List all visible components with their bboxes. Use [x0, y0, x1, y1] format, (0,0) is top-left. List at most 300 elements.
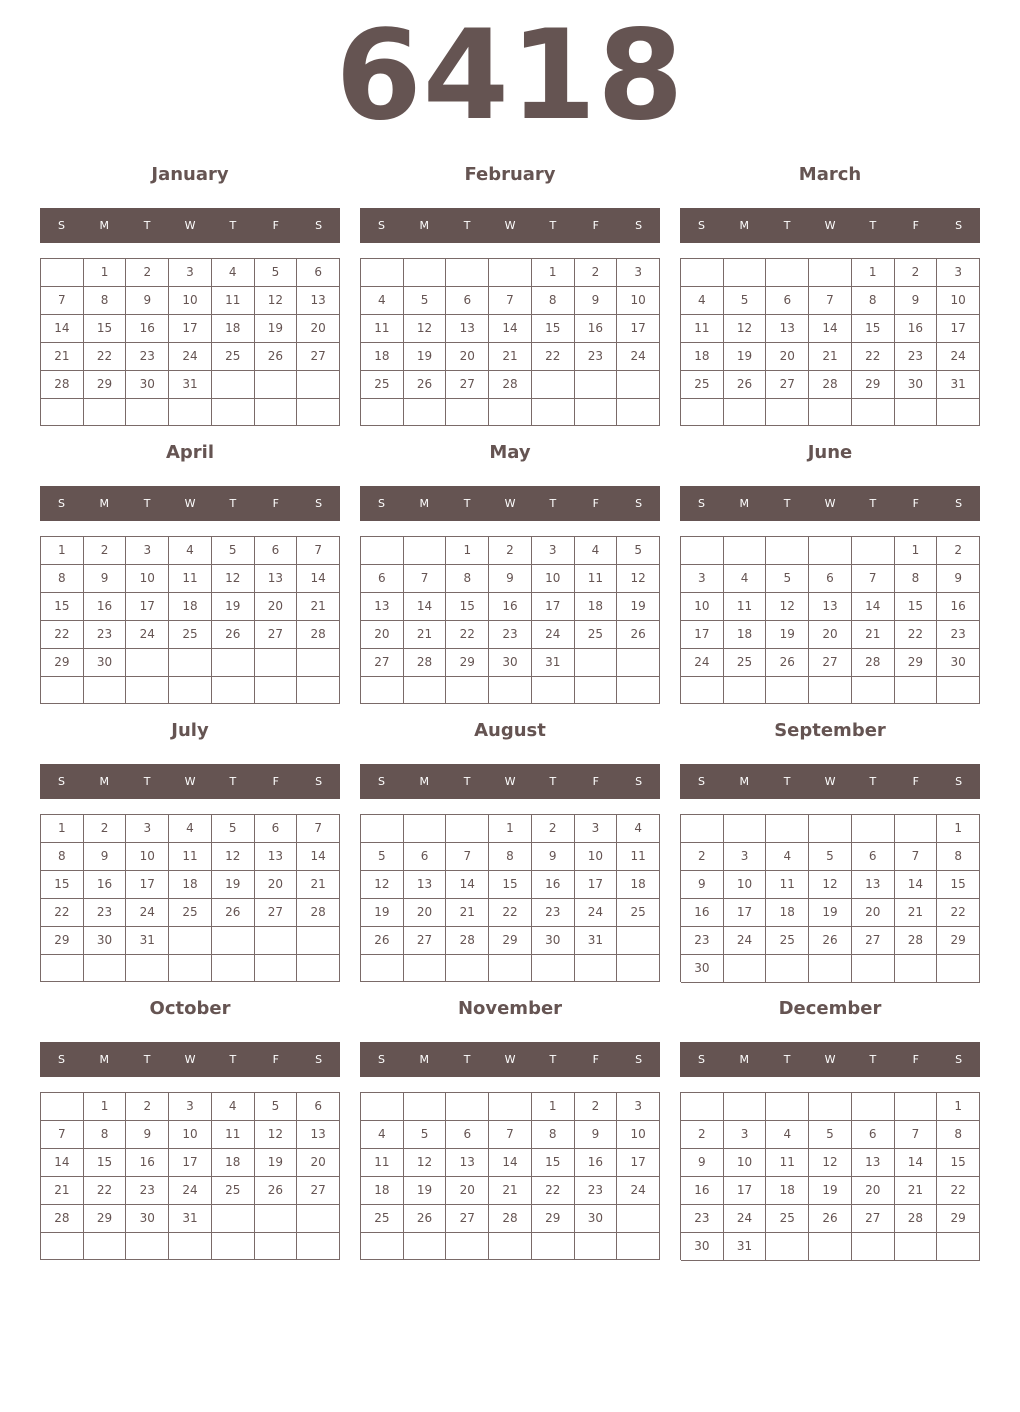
month-name: January	[151, 164, 229, 185]
day-cell: 27	[446, 1205, 489, 1233]
empty-day-cell	[532, 955, 575, 982]
day-cell: 20	[766, 343, 809, 371]
weekday-header	[680, 1042, 980, 1077]
empty-day-cell	[852, 1233, 895, 1261]
empty-day-cell	[446, 677, 489, 704]
day-cell: 27	[766, 371, 809, 399]
day-cell: 23	[84, 621, 127, 649]
empty-day-cell	[489, 955, 532, 982]
day-cell: 5	[809, 843, 852, 871]
empty-day-cell	[255, 1205, 298, 1233]
empty-day-cell	[809, 677, 852, 704]
day-cell: 25	[575, 621, 618, 649]
day-cell: 12	[255, 1121, 298, 1149]
day-cell: 3	[724, 843, 767, 871]
empty-day-cell	[212, 649, 255, 677]
day-cell: 29	[41, 927, 84, 955]
day-cell: 4	[681, 287, 724, 315]
day-cell: 5	[809, 1121, 852, 1149]
day-cell: 19	[361, 899, 404, 927]
day-cell: 7	[489, 287, 532, 315]
weekday-label: T	[549, 497, 557, 510]
empty-day-cell	[126, 677, 169, 704]
weekday-label: F	[272, 497, 279, 510]
empty-day-cell	[617, 677, 660, 704]
day-cell: 19	[617, 593, 660, 621]
day-cell: 6	[361, 565, 404, 593]
empty-day-cell	[617, 955, 660, 982]
weekday-label: S	[635, 497, 643, 510]
day-cell: 13	[766, 315, 809, 343]
day-cell: 31	[169, 1205, 212, 1233]
day-cell: 6	[766, 287, 809, 315]
day-cell: 22	[489, 899, 532, 927]
day-cell: 21	[489, 1177, 532, 1205]
weekday-label: M	[99, 219, 110, 232]
day-cell: 25	[766, 927, 809, 955]
empty-day-cell	[41, 1233, 84, 1260]
day-cell: 5	[724, 287, 767, 315]
empty-day-cell	[766, 399, 809, 426]
day-cell: 28	[297, 899, 340, 927]
weekday-label: F	[912, 219, 919, 232]
day-cell: 23	[126, 343, 169, 371]
empty-day-cell	[575, 1233, 618, 1260]
empty-day-cell	[84, 1233, 127, 1260]
day-cell: 19	[404, 343, 447, 371]
weekday-label: S	[315, 219, 323, 232]
day-cell: 2	[126, 259, 169, 287]
day-cell: 5	[255, 259, 298, 287]
day-cell: 25	[169, 621, 212, 649]
day-cell: 21	[895, 899, 938, 927]
empty-day-cell	[297, 927, 340, 955]
empty-day-cell	[404, 1093, 447, 1121]
day-cell: 5	[766, 565, 809, 593]
weekday-label: T	[869, 219, 877, 232]
empty-day-cell	[724, 537, 767, 565]
day-cell: 23	[575, 343, 618, 371]
empty-day-cell	[41, 399, 84, 426]
day-cell: 24	[724, 927, 767, 955]
empty-day-cell	[41, 1093, 84, 1121]
day-cell: 28	[297, 621, 340, 649]
empty-day-cell	[169, 677, 212, 704]
day-cell: 1	[446, 537, 489, 565]
day-cell: 5	[361, 843, 404, 871]
day-cell: 4	[766, 1121, 809, 1149]
day-cell: 7	[852, 565, 895, 593]
day-cell: 7	[489, 1121, 532, 1149]
day-cell: 12	[212, 565, 255, 593]
day-cell: 3	[937, 259, 980, 287]
day-cell: 17	[937, 315, 980, 343]
day-cell: 11	[212, 287, 255, 315]
day-cell: 23	[575, 1177, 618, 1205]
day-cell: 5	[212, 537, 255, 565]
empty-day-cell	[297, 371, 340, 399]
empty-day-cell	[255, 371, 298, 399]
day-cell: 6	[297, 1093, 340, 1121]
day-cell: 19	[724, 343, 767, 371]
empty-day-cell	[169, 927, 212, 955]
day-cell: 17	[724, 899, 767, 927]
empty-day-cell	[681, 537, 724, 565]
day-cell: 2	[489, 537, 532, 565]
day-cell: 14	[809, 315, 852, 343]
weekday-label: T	[549, 219, 557, 232]
day-cell: 15	[937, 871, 980, 899]
day-cell: 2	[681, 1121, 724, 1149]
empty-day-cell	[895, 1233, 938, 1261]
day-cell: 18	[212, 1149, 255, 1177]
weekday-label: S	[377, 775, 385, 788]
day-cell: 17	[169, 315, 212, 343]
weekday-label: M	[419, 775, 430, 788]
weekday-label: S	[697, 497, 705, 510]
month-name: December	[778, 998, 882, 1019]
day-cell: 29	[41, 649, 84, 677]
month-name: February	[464, 164, 556, 185]
empty-day-cell	[766, 1093, 809, 1121]
weekday-label: S	[635, 775, 643, 788]
empty-day-cell	[489, 259, 532, 287]
day-cell: 2	[937, 537, 980, 565]
day-cell: 23	[937, 621, 980, 649]
day-cell: 5	[212, 815, 255, 843]
day-cell: 14	[404, 593, 447, 621]
empty-day-cell	[681, 815, 724, 843]
empty-day-cell	[809, 1233, 852, 1261]
day-cell: 23	[84, 899, 127, 927]
weekday-label: S	[955, 1053, 963, 1066]
day-cell: 9	[126, 1121, 169, 1149]
empty-day-cell	[532, 1233, 575, 1260]
day-cell: 21	[852, 621, 895, 649]
empty-day-cell	[212, 955, 255, 982]
day-cell: 11	[361, 1149, 404, 1177]
day-cell: 3	[126, 815, 169, 843]
weekday-label: T	[549, 775, 557, 788]
day-cell: 18	[575, 593, 618, 621]
empty-day-cell	[895, 815, 938, 843]
empty-day-cell	[617, 1205, 660, 1233]
empty-day-cell	[766, 677, 809, 704]
day-cell: 21	[297, 871, 340, 899]
day-cell: 26	[809, 927, 852, 955]
day-cell: 15	[84, 315, 127, 343]
day-cell: 10	[169, 1121, 212, 1149]
day-cell: 29	[84, 1205, 127, 1233]
day-cell: 21	[404, 621, 447, 649]
weekday-label: F	[592, 1053, 599, 1066]
day-cell: 6	[852, 843, 895, 871]
day-cell: 12	[617, 565, 660, 593]
day-cell: 22	[532, 343, 575, 371]
day-cell: 16	[681, 1177, 724, 1205]
day-cell: 9	[575, 287, 618, 315]
empty-day-cell	[937, 677, 980, 704]
day-cell: 27	[297, 343, 340, 371]
day-grid	[40, 258, 340, 426]
empty-day-cell	[41, 677, 84, 704]
empty-day-cell	[297, 1205, 340, 1233]
day-cell: 21	[297, 593, 340, 621]
day-cell: 11	[617, 843, 660, 871]
day-cell: 11	[212, 1121, 255, 1149]
empty-day-cell	[212, 1205, 255, 1233]
day-cell: 8	[895, 565, 938, 593]
day-cell: 24	[937, 343, 980, 371]
day-cell: 27	[255, 899, 298, 927]
day-cell: 27	[361, 649, 404, 677]
day-cell: 21	[446, 899, 489, 927]
day-cell: 11	[169, 843, 212, 871]
day-cell: 13	[297, 287, 340, 315]
day-cell: 13	[255, 843, 298, 871]
day-cell: 7	[404, 565, 447, 593]
weekday-label: T	[143, 219, 151, 232]
day-cell: 6	[255, 815, 298, 843]
day-cell: 30	[489, 649, 532, 677]
weekday-header	[360, 1042, 660, 1077]
day-cell: 17	[575, 871, 618, 899]
day-cell: 8	[489, 843, 532, 871]
day-cell: 3	[126, 537, 169, 565]
day-cell: 24	[617, 343, 660, 371]
empty-day-cell	[809, 815, 852, 843]
empty-day-cell	[84, 399, 127, 426]
empty-day-cell	[446, 1233, 489, 1260]
day-cell: 8	[84, 1121, 127, 1149]
empty-day-cell	[404, 399, 447, 426]
day-cell: 26	[809, 1205, 852, 1233]
empty-day-cell	[404, 1233, 447, 1260]
day-cell: 4	[361, 287, 404, 315]
day-grid	[680, 1092, 980, 1260]
day-cell: 21	[41, 1177, 84, 1205]
empty-day-cell	[297, 1233, 340, 1260]
day-cell: 9	[84, 565, 127, 593]
day-cell: 9	[489, 565, 532, 593]
day-cell: 29	[937, 927, 980, 955]
empty-day-cell	[446, 1093, 489, 1121]
day-cell: 5	[255, 1093, 298, 1121]
weekday-label: S	[57, 775, 65, 788]
day-cell: 3	[532, 537, 575, 565]
day-cell: 2	[532, 815, 575, 843]
day-cell: 25	[361, 371, 404, 399]
weekday-label: W	[184, 1053, 196, 1066]
day-cell: 27	[404, 927, 447, 955]
weekday-label: F	[592, 219, 599, 232]
empty-day-cell	[169, 1233, 212, 1260]
empty-day-cell	[575, 677, 618, 704]
empty-day-cell	[724, 1093, 767, 1121]
empty-day-cell	[617, 1233, 660, 1260]
weekday-label: S	[57, 219, 65, 232]
weekday-label: M	[739, 219, 750, 232]
weekday-label: M	[99, 1053, 110, 1066]
day-cell: 10	[617, 1121, 660, 1149]
day-cell: 6	[297, 259, 340, 287]
empty-day-cell	[404, 537, 447, 565]
day-cell: 4	[575, 537, 618, 565]
weekday-label: T	[143, 497, 151, 510]
day-cell: 1	[852, 259, 895, 287]
weekday-label: F	[272, 1053, 279, 1066]
day-cell: 28	[895, 927, 938, 955]
day-cell: 10	[724, 1149, 767, 1177]
day-cell: 24	[617, 1177, 660, 1205]
empty-day-cell	[361, 537, 404, 565]
day-cell: 25	[766, 1205, 809, 1233]
empty-day-cell	[41, 955, 84, 982]
empty-day-cell	[937, 1233, 980, 1261]
empty-day-cell	[724, 677, 767, 704]
day-cell: 17	[724, 1177, 767, 1205]
weekday-label: T	[549, 1053, 557, 1066]
day-cell: 18	[724, 621, 767, 649]
day-cell: 5	[617, 537, 660, 565]
day-cell: 12	[724, 315, 767, 343]
day-cell: 25	[724, 649, 767, 677]
day-cell: 17	[169, 1149, 212, 1177]
day-cell: 16	[84, 871, 127, 899]
day-cell: 22	[532, 1177, 575, 1205]
empty-day-cell	[169, 399, 212, 426]
weekday-label: T	[463, 219, 471, 232]
weekday-label: F	[912, 497, 919, 510]
day-cell: 18	[169, 593, 212, 621]
empty-day-cell	[446, 815, 489, 843]
day-cell: 6	[404, 843, 447, 871]
day-cell: 22	[446, 621, 489, 649]
weekday-label: W	[824, 1053, 836, 1066]
empty-day-cell	[126, 955, 169, 982]
day-cell: 9	[681, 1149, 724, 1177]
empty-day-cell	[937, 399, 980, 426]
day-cell: 24	[169, 343, 212, 371]
day-cell: 27	[446, 371, 489, 399]
day-cell: 8	[41, 565, 84, 593]
day-cell: 1	[489, 815, 532, 843]
day-cell: 13	[404, 871, 447, 899]
day-cell: 10	[126, 843, 169, 871]
day-cell: 13	[852, 871, 895, 899]
empty-day-cell	[532, 677, 575, 704]
day-cell: 18	[169, 871, 212, 899]
day-cell: 16	[532, 871, 575, 899]
empty-day-cell	[809, 259, 852, 287]
weekday-label: T	[229, 775, 237, 788]
empty-day-cell	[169, 649, 212, 677]
day-cell: 26	[404, 371, 447, 399]
day-cell: 29	[937, 1205, 980, 1233]
day-cell: 2	[84, 537, 127, 565]
day-cell: 20	[852, 1177, 895, 1205]
day-cell: 31	[724, 1233, 767, 1261]
weekday-label: W	[504, 1053, 516, 1066]
day-cell: 10	[617, 287, 660, 315]
day-cell: 9	[895, 287, 938, 315]
empty-day-cell	[766, 1233, 809, 1261]
weekday-label: S	[57, 497, 65, 510]
day-cell: 4	[169, 815, 212, 843]
day-cell: 14	[297, 843, 340, 871]
day-cell: 4	[212, 259, 255, 287]
day-cell: 18	[212, 315, 255, 343]
day-cell: 14	[489, 1149, 532, 1177]
day-cell: 25	[169, 899, 212, 927]
weekday-header	[360, 486, 660, 521]
empty-day-cell	[404, 815, 447, 843]
empty-day-cell	[809, 955, 852, 983]
empty-day-cell	[361, 1233, 404, 1260]
empty-day-cell	[532, 399, 575, 426]
day-cell: 1	[895, 537, 938, 565]
weekday-header	[680, 486, 980, 521]
day-cell: 3	[617, 259, 660, 287]
empty-day-cell	[212, 371, 255, 399]
day-cell: 15	[489, 871, 532, 899]
day-cell: 22	[41, 899, 84, 927]
day-cell: 20	[404, 899, 447, 927]
day-grid	[360, 536, 660, 704]
weekday-label: M	[419, 219, 430, 232]
empty-day-cell	[489, 1233, 532, 1260]
weekday-label: S	[697, 775, 705, 788]
day-cell: 2	[681, 843, 724, 871]
day-cell: 17	[617, 1149, 660, 1177]
empty-day-cell	[724, 259, 767, 287]
weekday-label: F	[272, 219, 279, 232]
weekday-header	[40, 208, 340, 243]
day-cell: 1	[937, 815, 980, 843]
day-cell: 26	[724, 371, 767, 399]
empty-day-cell	[617, 371, 660, 399]
day-cell: 20	[852, 899, 895, 927]
weekday-header	[360, 764, 660, 799]
day-cell: 12	[361, 871, 404, 899]
day-cell: 9	[937, 565, 980, 593]
weekday-label: T	[783, 775, 791, 788]
day-cell: 19	[404, 1177, 447, 1205]
empty-day-cell	[255, 955, 298, 982]
day-cell: 21	[895, 1177, 938, 1205]
weekday-label: T	[783, 219, 791, 232]
day-cell: 10	[126, 565, 169, 593]
empty-day-cell	[852, 399, 895, 426]
day-cell: 22	[852, 343, 895, 371]
empty-day-cell	[255, 1233, 298, 1260]
day-cell: 17	[532, 593, 575, 621]
empty-day-cell	[852, 677, 895, 704]
day-cell: 16	[575, 315, 618, 343]
empty-day-cell	[575, 399, 618, 426]
day-cell: 14	[895, 1149, 938, 1177]
empty-day-cell	[489, 399, 532, 426]
empty-day-cell	[895, 677, 938, 704]
empty-day-cell	[724, 815, 767, 843]
day-cell: 28	[895, 1205, 938, 1233]
month-name: August	[474, 720, 546, 741]
day-cell: 22	[937, 899, 980, 927]
day-cell: 13	[852, 1149, 895, 1177]
empty-day-cell	[212, 399, 255, 426]
empty-day-cell	[681, 259, 724, 287]
day-cell: 12	[809, 1149, 852, 1177]
